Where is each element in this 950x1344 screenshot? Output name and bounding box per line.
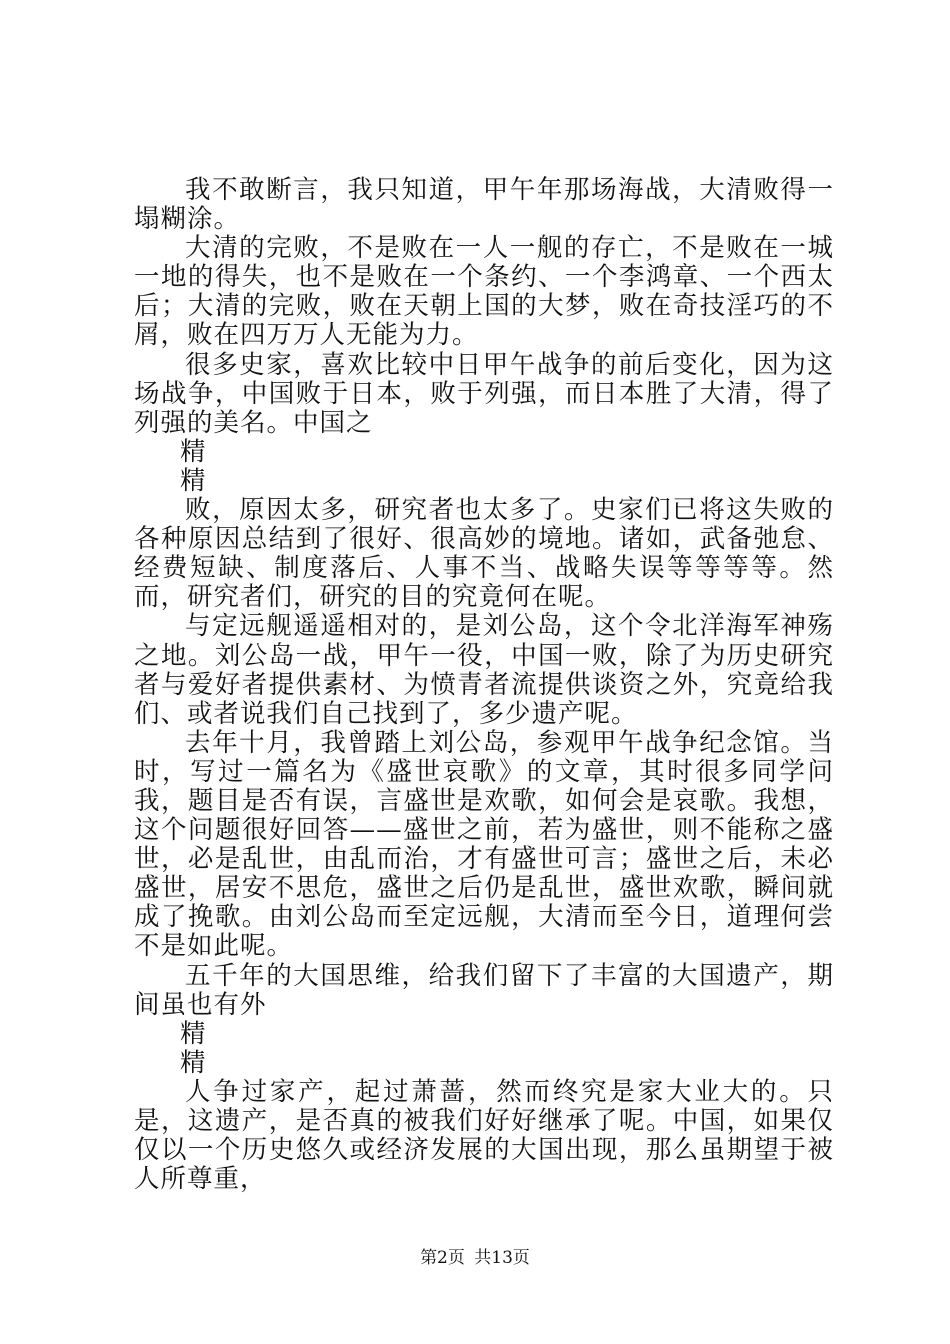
- paragraph: 五千年的大国思维，给我们留下了丰富的大国遗产，期间虽也有外: [134, 960, 834, 1020]
- watermark-text: 精: [180, 1018, 207, 1049]
- paragraph: 很多史家，喜欢比较中日甲午战争的前后变化，因为这场战争，中国败于日本，败于列强，而日本胜了大清，得了列强的美名。中国之: [134, 349, 834, 438]
- current-page-label: 第2页: [420, 1248, 465, 1268]
- watermark-text: 精: [180, 465, 207, 496]
- page-footer: [0, 1243, 950, 1268]
- paragraph: 与定远舰遥遥相对的，是刘公岛，这个令北洋海军神殇之地。刘公岛一战，甲午一役，中国一败，除了为历史研究者与爱好者提供素材、为愤青者流提供谈资之外，究竟给我们、或者说我们自己找到了，多少遗产呢。: [134, 611, 834, 729]
- watermark-text: 精: [180, 436, 207, 467]
- document-body: [134, 176, 834, 1194]
- paragraph: 大清的完败，不是败在一人一舰的存亡，不是败在一城一地的得失，也不是败在一个条约、一个李鸿章、一个西太后；大清的完败，败在天朝上国的大梦，败在奇技淫巧的不屑，败在四万万人无能为力。: [134, 233, 834, 351]
- paragraph: 败，原因太多，研究者也太多了。史家们已将这失败的各种原因总结到了很好、很高妙的境地。诸如，武备弛怠、经费短缺、制度落后、人事不当、战略失误等等等等。然而，研究者们，研究的目的究竟何在呢。: [134, 495, 834, 613]
- watermark-text: 精: [180, 1047, 207, 1078]
- paragraph: 我不敢断言，我只知道，甲午年那场海战，大清败得一塌糊涂。: [134, 175, 834, 235]
- total-pages-label: 共13页: [474, 1248, 530, 1268]
- paragraph: 去年十月，我曾踏上刘公岛，参观甲午战争纪念馆。当时，写过一篇名为《盛世哀歌》的文章，其时很多同学问我，题目是否有误，言盛世是欢歌，如何会是哀歌。我想，这个问题很好回答——盛世之前，若为盛世，则不能称之盛世，必是乱世，由乱而治，才有盛世可言；盛世之后，未必盛世，居安不思危，盛世之后仍是乱世，盛世欢歌，瞬间就成了挽歌。由刘公岛而至定远舰，大清而至今日，道理何尝不是如此呢。: [134, 727, 834, 962]
- paragraph: 人争过家产，起过萧蔷，然而终究是家大业大的。只是，这遗产，是否真的被我们好好继承了呢。中国，如果仅仅以一个历史悠久或经济发展的大国出现，那么虽期望于被人所尊重，: [134, 1076, 834, 1195]
